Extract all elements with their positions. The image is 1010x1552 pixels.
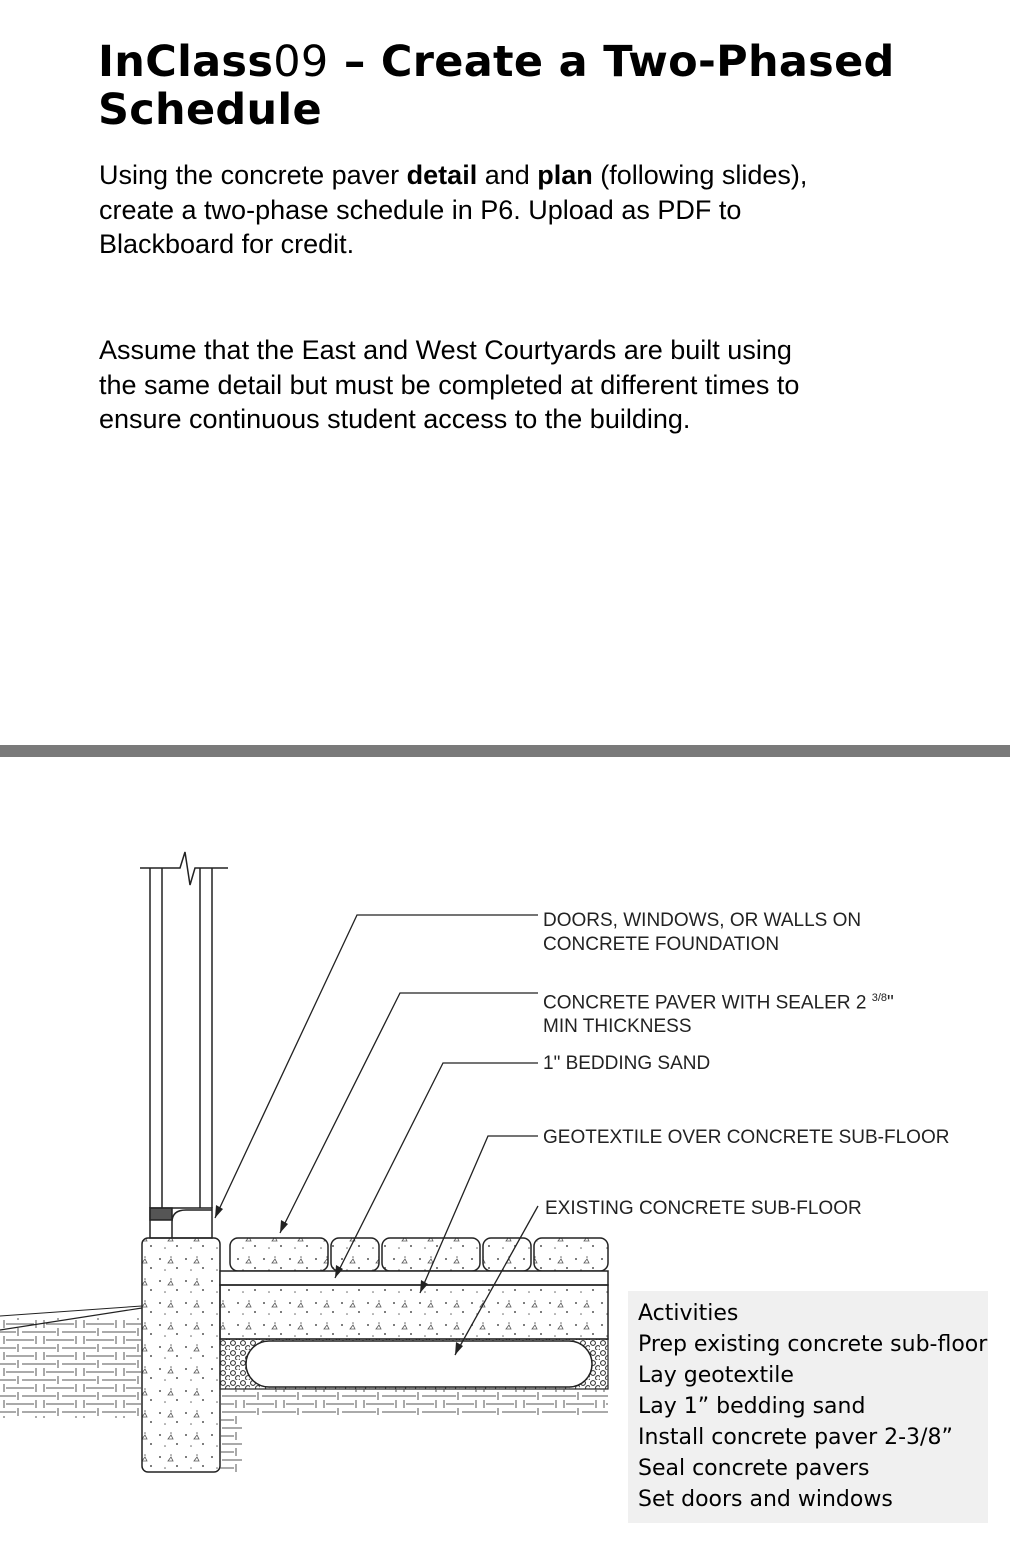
- inch-mark: ": [887, 992, 894, 1014]
- title-part: InClass: [98, 37, 274, 87]
- text-run: and: [477, 160, 538, 190]
- callout-line: CONCRETE FOUNDATION: [543, 934, 780, 955]
- title-number: 09: [273, 37, 329, 87]
- drain-pipe: [246, 1341, 592, 1387]
- activity-item: Prep existing concrete sub-floor: [638, 1332, 988, 1357]
- callout-geotextile: GEOTEXTILE OVER CONCRETE SUB-FLOOR: [543, 1127, 950, 1148]
- concrete-sub-floor: [220, 1285, 608, 1339]
- callout-doors: [543, 909, 861, 957]
- paver-fraction: 3/8: [871, 992, 887, 1004]
- callout-line: CONCRETE PAVER WITH SEALER 2: [543, 992, 867, 1014]
- callout-paver: [543, 986, 894, 1039]
- activities-heading: Activities: [638, 1301, 739, 1326]
- title-part: – Create a Two-Phased Schedule: [98, 37, 895, 135]
- foundation: [142, 1238, 220, 1472]
- instructions-paragraph: [99, 158, 819, 262]
- callout-bedding-sand: 1" BEDDING SAND: [543, 1053, 711, 1074]
- text-run: Using the concrete paver: [99, 160, 407, 190]
- activity-item: Lay 1” bedding sand: [638, 1394, 866, 1419]
- activity-item: Seal concrete pavers: [638, 1456, 870, 1481]
- bedding-sand: [220, 1271, 608, 1285]
- wall: [140, 852, 228, 1238]
- bold-detail: detail: [406, 160, 478, 190]
- pavers: [230, 1238, 608, 1271]
- page-title: [98, 38, 978, 134]
- slide-instructions: [0, 0, 1010, 745]
- activity-item: Install concrete paver 2-3/8”: [638, 1425, 953, 1450]
- text-run: (following slides), create a two-phase schedule in P6. Upload as PDF to Blackboard for credit.: [99, 160, 808, 259]
- slide-divider: [0, 745, 1010, 757]
- activity-item: Lay geotextile: [638, 1363, 794, 1388]
- callout-line: DOORS, WINDOWS, OR WALLS ON: [543, 910, 862, 931]
- activity-item: Set doors and windows: [638, 1487, 893, 1512]
- callout-existing-sub-floor: EXISTING CONCRETE SUB-FLOOR: [545, 1198, 862, 1219]
- bold-plan: plan: [537, 160, 593, 190]
- assumption-paragraph: Assume that the East and West Courtyards are built using the same detail but must be completed at different times to ensure continuous student access to the building.: [99, 335, 800, 434]
- callout-line: MIN THICKNESS: [543, 1016, 692, 1038]
- activities-panel: [628, 1291, 988, 1523]
